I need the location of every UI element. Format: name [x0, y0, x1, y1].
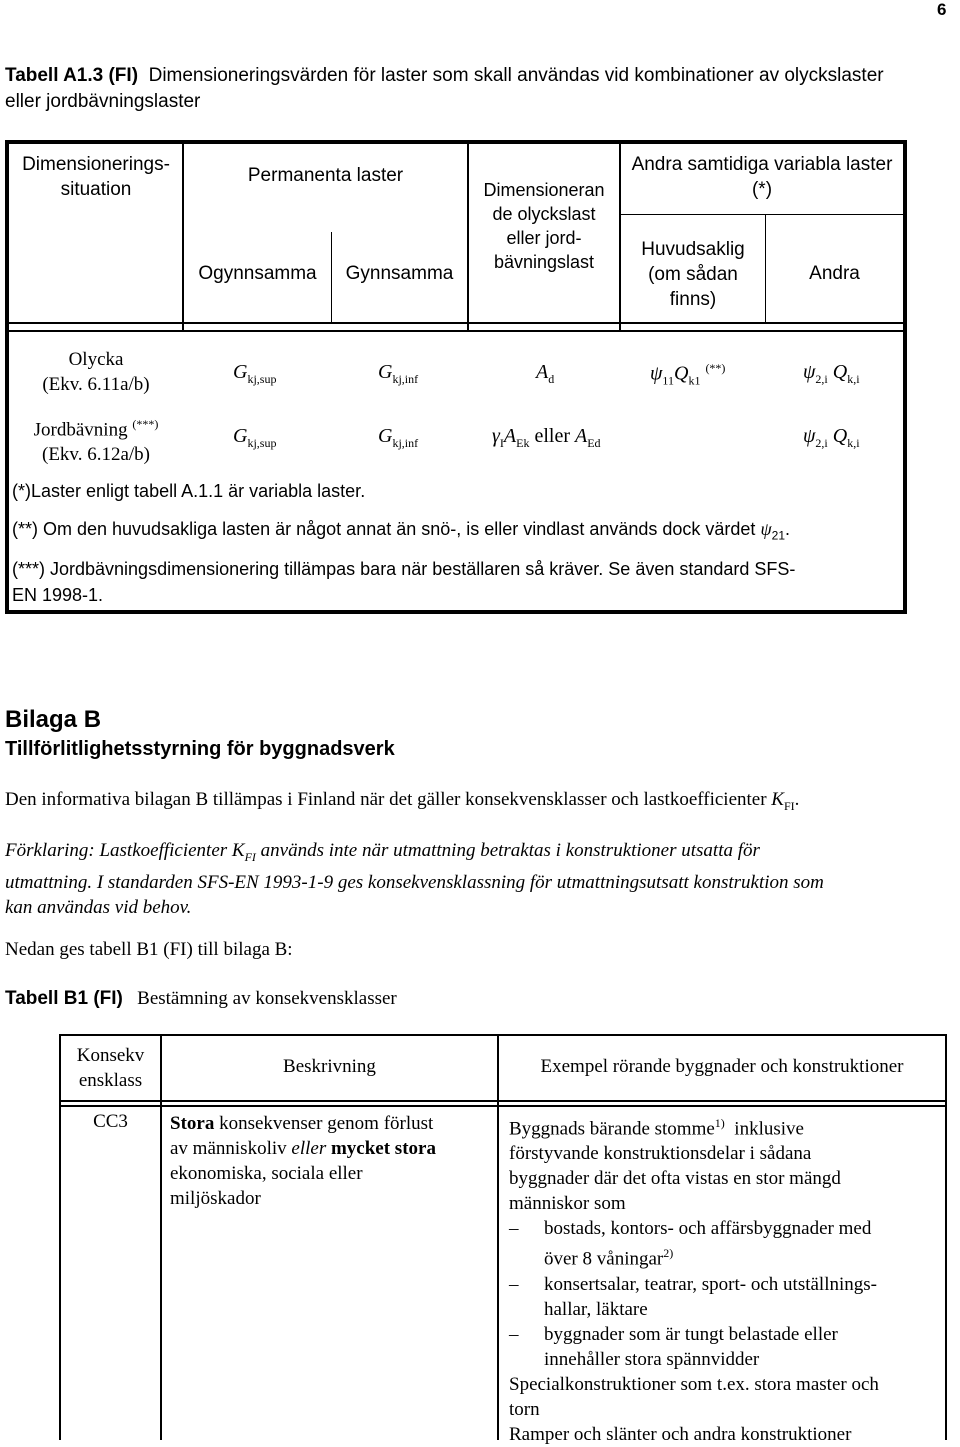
table-b1-header-class: Konsekv ensklass [76, 1045, 145, 1091]
row-earthquake-fav: $G_{kj,inf}$ [378, 425, 419, 450]
header-favourable: Gynnsamma [345, 263, 454, 284]
row-earthquake-situation-line2: (Ekv. 6.12a/b) [42, 444, 150, 466]
header-main-line1: Huvudsaklig [641, 239, 745, 260]
appendix-para-3: Nedan ges tabell B1 (FI) till bilaga B: [5, 939, 293, 960]
appendix-subheading: Tillförlitlighetsstyrning för byggnadsverk [5, 738, 395, 760]
row-earthquake-situation-line1: Jordbävning [33, 419, 128, 441]
appendix-para-2: Förklaring: Lastkoefficienter $K_{FI}$ används inte när utmattning betraktas i konstruktioner utsatta för utmattning. I standarden SFS-EN 1993-1-9 ges konsekvensklassning för utmattningsutsatt konstruktion som kan användas vid behov. [5, 840, 824, 918]
row-earthquake-situation: Jordbävning (***) (Ekv. 6.12a/b) [10, 412, 182, 467]
row-accident-fav: $G_{kj,inf}$ [378, 361, 419, 386]
row-accident-other: $\psi_{2,i}$ $Q_{k,i}$ [803, 361, 860, 386]
header-main [621, 237, 765, 312]
table-b1-class-cc3: CC3 [93, 1111, 128, 1132]
appendix-heading: Bilaga B [5, 706, 102, 733]
table-b1-description: Stora konsekvenser genom förlust av människoliv eller mycket stora ekonomiska, sociala eller miljöskador [170, 1113, 436, 1209]
table-b1-examples: Byggnads bärande stomme$^{1)}$ inklusive förstyvande konstruktionsdelar i sådana byggnader där det ofta vistas en stor mängd människor som – bostads, kontors- och affärsbyggnader med över 8 våningar$^{2)}$ – konsertsalar, teatrar, sport- och utställnings- hallar, läktare – byggnader som är tungt belastade eller innehåller stora spännvidder Specialkonstruktioner som t.ex. stora master och torn Ramper och slänter och andra konstruktioner [509, 1111, 941, 1447]
appendix-para-1: Den informativa bilagan B tillämpas i Finland när det gäller konsekvensklasser och lastkoefficienter $K_{FI}$. [5, 789, 800, 813]
list-item: – byggnader som är tungt belastade eller [509, 1323, 838, 1345]
header-situation-line2: situation [60, 179, 132, 200]
header-accidental-line2: de olyckslast [492, 204, 596, 224]
row-earthquake-acc: $\gamma_IA_{Ek}$ eller $A_{Ed}$ [492, 425, 601, 450]
list-item: – bostads, kontors- och affärsbyggnader med [509, 1218, 872, 1240]
header-situation-line1: Dimensionerings- [22, 154, 170, 175]
header-variable-line2: (*) [751, 179, 773, 200]
table-a13-caption-text: Dimensioneringsvärden för laster som skall användas vid kombinationer av olyckslaster [148, 65, 884, 86]
table-a13-caption-line2: eller jordbävningslaster [5, 91, 201, 112]
note-3: (***) Jordbävningsdimensionering tillämpas bara när beställaren så kräver. Se även standard SFS- EN 1998-1. [12, 559, 796, 605]
header-other: Andra [809, 263, 860, 284]
table-b1-header-description: Beskrivning [283, 1056, 376, 1077]
row-accident-main: $\psi_{11}Q_{k1}$ (**) [650, 361, 726, 388]
row-accident-situation-line1: Olycka [68, 349, 124, 370]
header-accidental [469, 178, 619, 274]
row-accident-acc: $A_d$ [536, 361, 555, 386]
header-main-line2: (om sådan [648, 264, 738, 285]
header-main-line3: finns) [669, 289, 717, 310]
header-variable [621, 152, 903, 202]
page-number: 6 [937, 0, 947, 19]
row-accident-unfav: $G_{kj,sup}$ [233, 361, 277, 386]
note-1: (*)Laster enligt tabell A.1.1 är variabla laster. [12, 481, 366, 501]
list-item: – konsertsalar, teatrar, sport- och utställnings- [509, 1273, 877, 1295]
header-unfavourable: Ogynnsamma [198, 263, 317, 284]
row-accident-situation [10, 347, 182, 397]
header-accidental-line1: Dimensioneran [483, 180, 605, 200]
header-accidental-line4: bävningslast [493, 252, 595, 272]
header-permanent: Permanenta laster [247, 165, 404, 186]
table-a13-caption [5, 65, 884, 87]
row-earthquake-other: $\psi_{2,i}$ $Q_{k,i}$ [803, 425, 860, 450]
note-2: (**) Om den huvudsakliga lasten är något annat än snö-, is eller vindlast används dock värdet $\psi_{21}$. [12, 519, 791, 543]
table-a13-caption-label: Tabell A1.3 (FI) [5, 65, 139, 86]
row-accident-situation-line2: (Ekv. 6.11a/b) [42, 374, 150, 395]
header-variable-line1: Andra samtidiga variabla laster [631, 154, 893, 175]
header-accidental-line3: eller jord- [506, 228, 582, 248]
row-earthquake-unfav: $G_{kj,sup}$ [233, 425, 277, 450]
header-situation [10, 152, 182, 202]
table-b1-header-examples: Exempel rörande byggnader och konstruktioner [540, 1056, 904, 1077]
table-b1-caption: Tabell B1 (FI) Bestämning av konsekvensklasser [5, 988, 397, 1009]
